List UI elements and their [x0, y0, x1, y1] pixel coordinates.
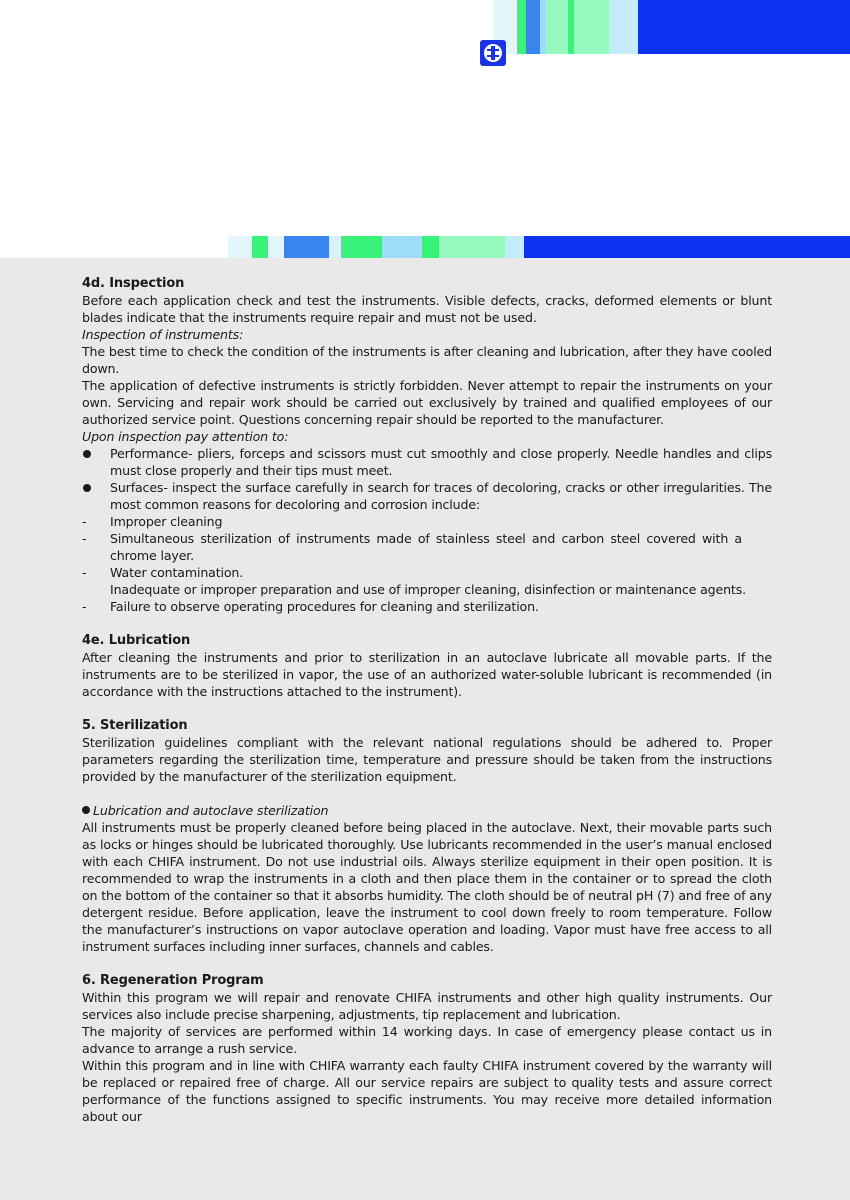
paragraph: Before each application check and test the instruments. Visible defects, cracks, deformed elements or blunt blades indicate that the instruments require repair and must not be used.	[82, 293, 772, 325]
list-item-text: Performance- pliers, forceps and scissors must cut smoothly and close properly. Needle handles and clips must close properly and their tips must meet.	[110, 446, 772, 478]
document-body	[82, 275, 772, 1125]
section-heading-inspection: 4d. Inspection	[82, 276, 185, 291]
chifa-logo-icon	[480, 40, 506, 66]
subheading-text: Lubrication and autoclave sterilization	[93, 803, 329, 818]
dash-marker: -	[82, 514, 87, 529]
list-item-text: Simultaneous sterilization of instruments made of stainless steel and carbon steel covered with a chrome layer.	[110, 531, 742, 563]
page-content	[0, 258, 850, 1200]
paragraph: After cleaning the instruments and prior to sterilization in an autoclave lubricate all movable parts. If the instruments are to be sterilized in vapor, the use of an authorized water-soluble lubricant is recommended (in accordance with the instructions attached to the instrument).	[82, 650, 772, 699]
subheading: Inspection of instruments:	[82, 327, 244, 342]
paragraph: Within this program we will repair and renovate CHIFA instruments and other high quality instruments. Our services also include precise sharpening, adjustments, tip replacement and lubrication.	[82, 990, 772, 1022]
list-item-continuation: Inadequate or improper preparation and use of improper cleaning, disinfection or maintenance agents.	[110, 582, 746, 597]
bullet-icon	[82, 806, 90, 814]
subheading: Upon inspection pay attention to:	[82, 429, 289, 444]
list-item-text: Water contamination.	[110, 565, 244, 580]
list-item-text: Surfaces- inspect the surface carefully in search for traces of decoloring, cracks or other irregularities. The most common reasons for decoloring and corrosion include:	[110, 480, 772, 512]
list-item	[82, 530, 772, 564]
list-item	[82, 513, 772, 530]
paragraph: The application of defective instruments is strictly forbidden. Never attempt to repair the instruments on your own. Servicing and repair work should be carried out exclusively by trained and qualified employees of our authorized service point. Questions concerning repair should be reported to the manufacturer.	[82, 378, 772, 427]
list-item-text: Improper cleaning	[110, 514, 223, 529]
list-item	[82, 445, 772, 479]
section-heading-regeneration: 6. Regeneration Program	[82, 973, 264, 988]
bullet-icon	[83, 484, 91, 492]
dash-marker: -	[82, 531, 87, 546]
list-item-text: Failure to observe operating procedures for cleaning and sterilization.	[110, 599, 539, 614]
list-item	[82, 479, 772, 513]
bullet-icon	[83, 450, 91, 458]
paragraph: The majority of services are performed within 14 working days. In case of emergency please contact us in advance to arrange a rush service.	[82, 1024, 772, 1056]
list-item	[82, 598, 772, 615]
paragraph: Sterilization guidelines compliant with the relevant national regulations should be adhered to. Proper parameters regarding the sterilization time, temperature and pressure should be taken from the instructions provided by the manufacturer of the sterilization equipment.	[82, 735, 772, 784]
dash-marker: -	[82, 565, 87, 580]
paragraph: The best time to check the condition of the instruments is after cleaning and lubrication, after they have cooled down.	[82, 344, 772, 376]
list-item	[82, 564, 772, 581]
subheading	[82, 802, 772, 819]
dash-marker: -	[82, 599, 87, 614]
section-heading-lubrication: 4e. Lubrication	[82, 633, 191, 648]
paragraph: Within this program and in line with CHIFA warranty each faulty CHIFA instrument covered by the warranty will be replaced or repaired free of charge. All our service repairs are subject to quality tests and assure correct performance of the functions assigned to specific instruments. You may receive more detailed information about our	[82, 1058, 772, 1124]
section-heading-sterilization: 5. Sterilization	[82, 718, 188, 733]
paragraph: All instruments must be properly cleaned before being placed in the autoclave. Next, their movable parts such as locks or hinges should be lubricated thoroughly. Use lubricants recommended in the user’s manual enclosed with each CHIFA instrument. Do not use industrial oils. Always sterilize equipment in their open position. It is recommended to wrap the instruments in a cloth and then place them in the container or to spread the cloth on the bottom of the container so that it absorbs humidity. The cloth should be of neutral pH (7) and free of any detergent residue. Before application, leave the instrument to cool down freely to room temperature. Follow the manufacturer’s instructions on vapor autoclave operation and loading. Vapor must have free access to all instrument surfaces including inner surfaces, channels and cables.	[82, 820, 772, 954]
